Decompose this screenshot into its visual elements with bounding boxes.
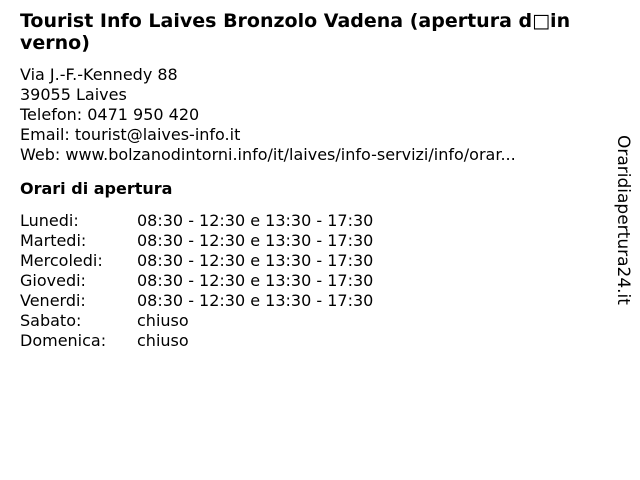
site-watermark: Oraridiapertura24.it xyxy=(613,135,633,305)
day-hours: 08:30 - 12:30 e 13:30 - 17:30 xyxy=(137,231,374,250)
opening-hours-table xyxy=(20,211,600,351)
day-hours: 08:30 - 12:30 e 13:30 - 17:30 xyxy=(137,291,374,310)
hours-row-wednesday xyxy=(20,251,600,271)
hours-row-saturday xyxy=(20,311,600,331)
day-label: Martedi: xyxy=(20,231,87,250)
day-label: Sabato: xyxy=(20,311,82,330)
hours-row-sunday xyxy=(20,331,600,351)
page-title: Tourist Info Laives Bronzolo Vadena (apertura d□in verno) xyxy=(20,10,571,54)
day-label: Venerdi: xyxy=(20,291,86,310)
hours-row-thursday xyxy=(20,271,600,291)
day-hours: chiuso xyxy=(137,311,189,330)
street-address: Via J.-F.-Kennedy 88 xyxy=(20,65,178,84)
day-hours: chiuso xyxy=(137,331,189,350)
day-label: Mercoledi: xyxy=(20,251,103,270)
address-block xyxy=(20,65,600,165)
info-card xyxy=(20,10,600,351)
day-label: Domenica: xyxy=(20,331,107,350)
hours-row-monday xyxy=(20,211,600,231)
opening-hours-heading: Orari di apertura xyxy=(20,179,173,198)
phone-number: Telefon: 0471 950 420 xyxy=(20,105,200,124)
day-label: Lunedi: xyxy=(20,211,79,230)
website-link[interactable]: Web: www.bolzanodintorni.info/it/laives/info-servizi/info/orar... xyxy=(20,145,516,164)
hours-row-friday xyxy=(20,291,600,311)
day-hours: 08:30 - 12:30 e 13:30 - 17:30 xyxy=(137,271,374,290)
email-address: Email: tourist@laives-info.it xyxy=(20,125,241,144)
day-label: Giovedi: xyxy=(20,271,86,290)
hours-row-tuesday xyxy=(20,231,600,251)
day-hours: 08:30 - 12:30 e 13:30 - 17:30 xyxy=(137,211,374,230)
city-postal-code: 39055 Laives xyxy=(20,85,127,104)
day-hours: 08:30 - 12:30 e 13:30 - 17:30 xyxy=(137,251,374,270)
